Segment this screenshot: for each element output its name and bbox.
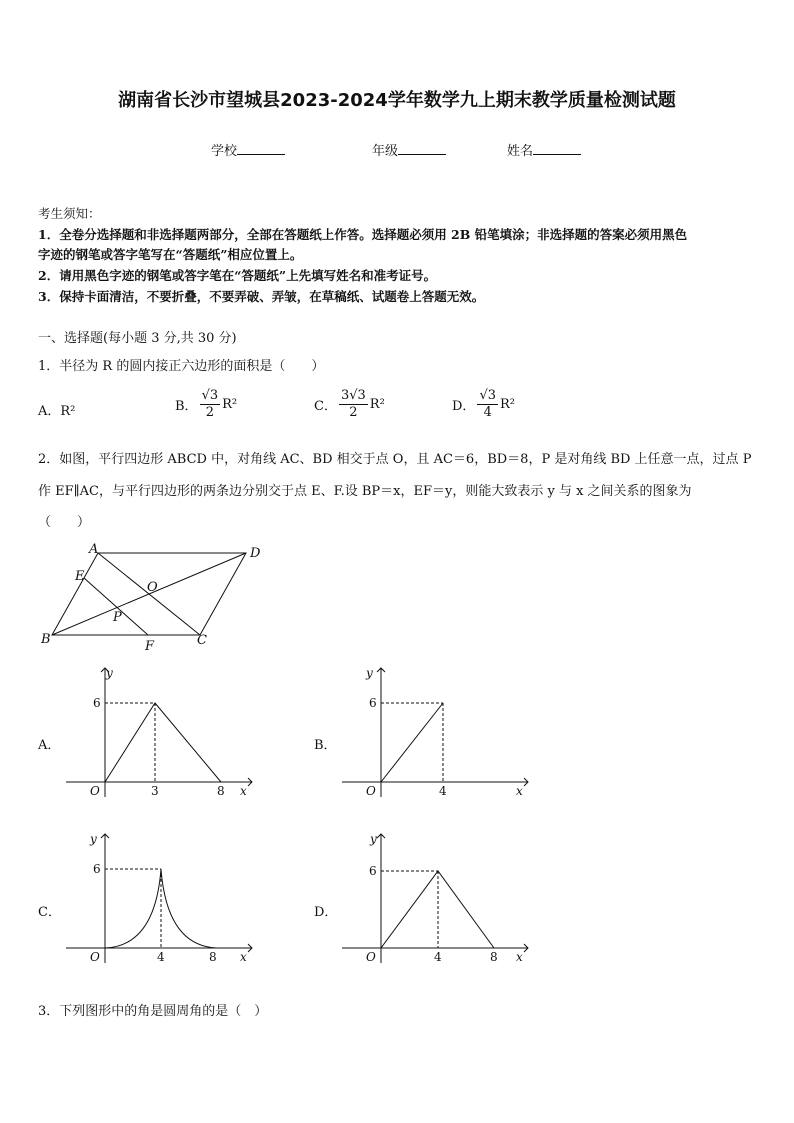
- school-label: 学校: [211, 144, 238, 159]
- graph-d-tick2: 8: [490, 950, 498, 964]
- graph-a-y-label: y: [106, 666, 113, 680]
- graph-d-ytick: 6: [369, 864, 377, 878]
- q1-d-fraction: [477, 388, 498, 421]
- label-b: B: [41, 632, 51, 647]
- graph-d-y-label: y: [370, 832, 377, 846]
- label-f: F: [145, 639, 155, 654]
- q1-option-b: [175, 388, 237, 421]
- graph-d-origin: O: [366, 950, 376, 964]
- graph-d: [336, 828, 536, 968]
- graph-b-curve: [381, 703, 443, 782]
- segment-ef: [84, 578, 148, 635]
- q1-d-label: D．: [452, 399, 476, 414]
- section-heading: 一、选择题(每小题 3 分,共 30 分): [38, 331, 237, 346]
- q1-b-numerator: √3: [201, 388, 219, 403]
- q1-c-denominator: 2: [349, 405, 358, 420]
- q2-line-1: 2．如图，平行四边形 ABCD 中，对角线 AC、BD 相交于点 O，且 AC＝6，BD＝8，P 是对角线 BD 上任意一点，过点 P: [38, 452, 752, 467]
- grade-field: [372, 140, 446, 159]
- name-label: 姓名: [507, 144, 534, 159]
- q1-a-text: R²: [60, 404, 76, 419]
- q2-option-b-label: B．: [314, 738, 337, 753]
- q1-option-a: [38, 400, 75, 419]
- name-blank: [533, 142, 581, 155]
- q1-c-tail: R²: [369, 397, 385, 412]
- label-e: E: [75, 569, 85, 584]
- q1-b-fraction: [200, 388, 221, 421]
- q1-b-tail: R²: [222, 397, 238, 412]
- notice-line-3: 3．保持卡面清洁，不要折叠，不要弄破、弄皱，在草稿纸、试题卷上答题无效。: [38, 289, 485, 304]
- label-o: O: [147, 580, 158, 595]
- q1-option-c: [314, 388, 385, 421]
- school-blank: [237, 142, 285, 155]
- q2-line-2: 作 EF∥AC，与平行四边形的两条边分别交于点 E、F.设 BP＝x，EF＝y，则能大致表示 y 与 x 之间关系的图象为: [38, 484, 692, 499]
- q2-option-a-label: A．: [38, 738, 61, 753]
- notice-line-1a: 1．全卷分选择题和非选择题两部分，全部在答题纸上作答。选择题必须用 2B 铅笔填涂；非选择题的答案必须用黑色: [38, 227, 688, 242]
- graph-c-x-label: x: [240, 950, 247, 964]
- notice-heading: 考生须知：: [38, 206, 101, 221]
- graph-c-origin: O: [90, 950, 100, 964]
- graph-a-origin: O: [90, 784, 100, 798]
- graph-c-y-label: y: [90, 832, 97, 846]
- q1-d-tail: R²: [500, 397, 515, 412]
- name-field: [507, 140, 581, 159]
- q1-c-fraction: [339, 388, 368, 421]
- q3-stem: 3．下列图形中的角是圆周角的是（ ）: [38, 1004, 268, 1019]
- q1-a-label: A．: [38, 404, 61, 419]
- q1-b-label: B．: [175, 399, 198, 414]
- q1-d-denominator: 4: [483, 405, 492, 420]
- graph-c-ytick: 6: [93, 862, 101, 876]
- graph-b-ytick: 6: [369, 696, 377, 710]
- school-field: [211, 140, 285, 159]
- graph-a-curve: [105, 703, 221, 782]
- label-d: D: [250, 546, 261, 561]
- label-a: A: [89, 542, 99, 557]
- q1-option-d: [452, 388, 515, 421]
- graph-c-tick1: 4: [157, 950, 165, 964]
- graph-b: [336, 662, 536, 802]
- graph-b-y-label: y: [366, 666, 373, 680]
- graph-c-curve-left: [105, 869, 161, 948]
- q2-option-c-label: C．: [38, 905, 61, 920]
- label-c: C: [197, 633, 207, 648]
- graph-a-tick1: 3: [151, 784, 159, 798]
- page-title: 湖南省长沙市望城县2023-2024学年数学九上期末教学质量检测试题: [118, 90, 676, 111]
- graph-d-x-label: x: [516, 950, 523, 964]
- q1-c-numerator: 3√3: [340, 388, 366, 403]
- grade-label: 年级: [372, 144, 399, 159]
- notice-line-2: 2．请用黑色字迹的钢笔或答字笔在“答题纸”上先填写姓名和准考证号。: [38, 268, 437, 283]
- graph-b-origin: O: [366, 784, 376, 798]
- q1-c-label: C．: [314, 399, 337, 414]
- q1-b-denominator: 2: [205, 405, 214, 420]
- graph-b-tick1: 4: [439, 784, 447, 798]
- graph-c-curve-right: [161, 869, 217, 948]
- notice-line-1b: 字迹的钢笔或答字笔写在“答题纸”相应位置上。: [38, 247, 303, 262]
- graph-c-tick2: 8: [209, 950, 217, 964]
- graph-d-tick1: 4: [434, 950, 442, 964]
- graph-c: [60, 828, 260, 968]
- q2-option-d-label: D．: [314, 905, 338, 920]
- graph-b-x-label: x: [516, 784, 523, 798]
- graph-a: [60, 662, 260, 802]
- parallelogram-figure: [36, 540, 266, 655]
- graph-a-ytick: 6: [93, 696, 101, 710]
- q2-paren: （ ）: [38, 515, 91, 530]
- label-p: P: [113, 610, 122, 625]
- graph-a-tick2: 8: [217, 784, 225, 798]
- grade-blank: [398, 142, 446, 155]
- graph-a-x-label: x: [240, 784, 247, 798]
- q1-d-numerator: √3: [479, 388, 496, 403]
- q1-stem: 1．半径为 R 的圆内接正六边形的面积是（ ）: [38, 359, 325, 374]
